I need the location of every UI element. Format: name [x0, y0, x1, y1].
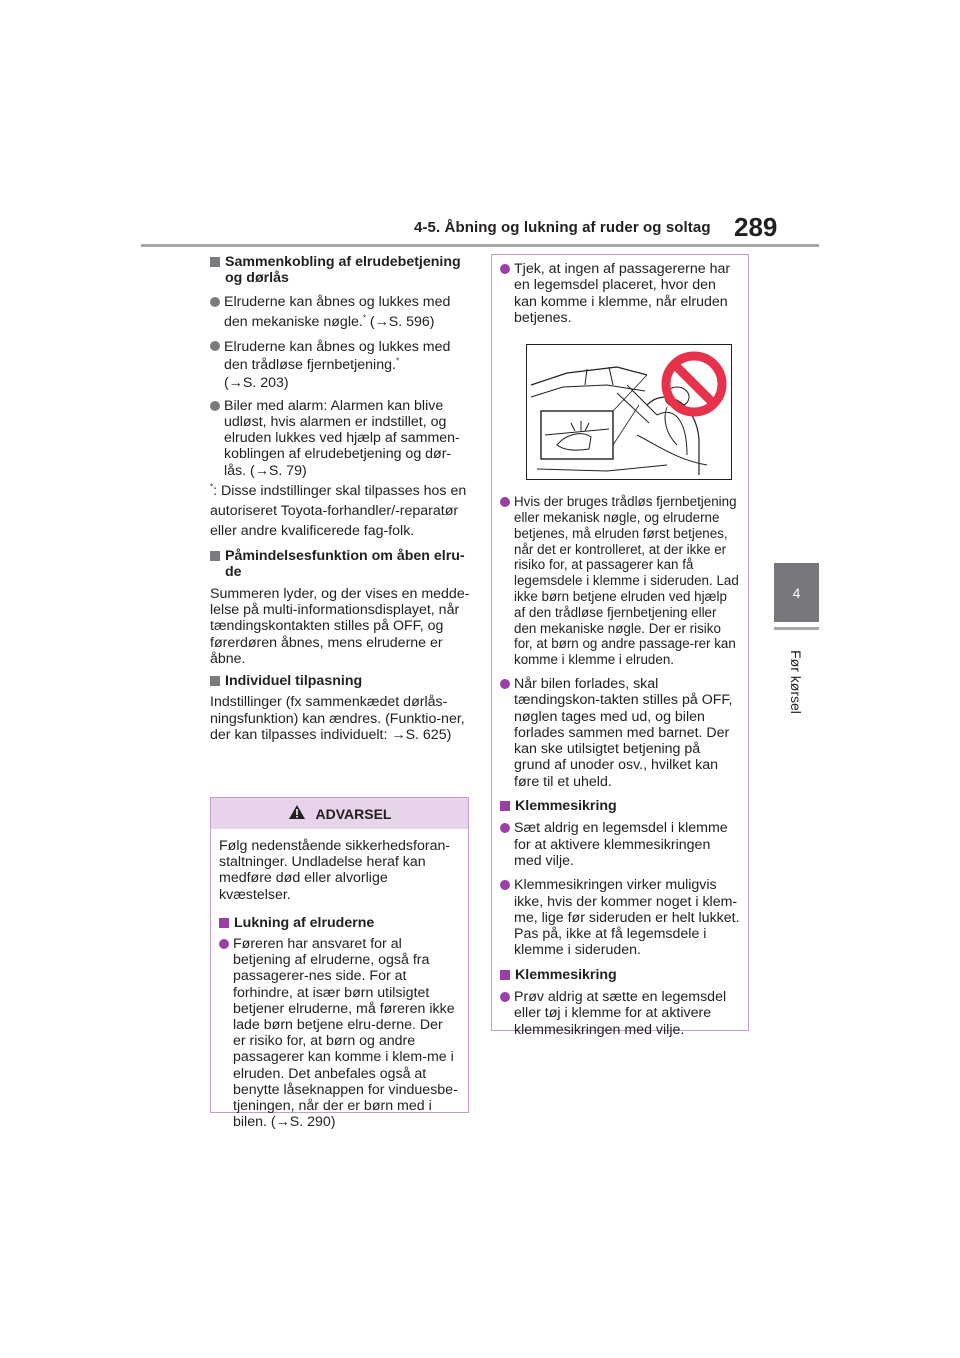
bullet-text: Biler med alarm: Alarmen kan blive udløst, hvis alarmen er indstillet, og elruden lukkes ved hjælp af sammen-koblingen af elrudebetjening og dør-lås. (→S. 79) — [224, 397, 460, 479]
square-bullet-icon — [500, 970, 510, 980]
round-bullet-icon — [500, 497, 510, 507]
heading-customization — [210, 673, 472, 689]
warning-continuation-box — [491, 254, 749, 1038]
square-bullet-icon — [500, 801, 510, 811]
list-item — [500, 877, 740, 958]
round-bullet-icon — [500, 679, 510, 689]
list-item — [500, 676, 740, 790]
warning-heading — [219, 915, 459, 931]
bullet-text: Klemmesikringen virker muligvis ikke, hvis der kommer noget i klem-me, lige før sideruden er helt lukket. Pas på, ikke at få legemsdele i klemme i sideruden. — [514, 877, 740, 959]
chapter-tab — [774, 563, 819, 622]
round-bullet-icon — [500, 992, 510, 1002]
bullet-text: Elruderne kan åbnes og lukkes med den mekaniske nøgle. — [224, 293, 451, 330]
chapter-title-wrap — [778, 634, 814, 734]
list-item — [210, 292, 472, 332]
header-divider — [141, 244, 819, 247]
left-column — [210, 254, 472, 749]
round-bullet-icon — [210, 401, 220, 411]
heading-text: Sammenkobling af elrudebetjening og dørlås — [225, 254, 461, 287]
round-bullet-icon — [219, 939, 229, 949]
list-item — [210, 398, 472, 479]
warning-header — [211, 798, 468, 829]
bullet-text: Prøv aldrig at sætte en legemsdel eller tøj i klemme for at aktivere klemmesikringen med vilje. — [514, 989, 727, 1038]
warning-heading — [500, 967, 740, 983]
warning-intro: Følg nedenstående sikkerhedsforan-staltninger. Undladelse heraf kan medføre død eller alvorlige kvæstelser. — [219, 838, 451, 903]
heading-linking — [210, 254, 472, 287]
bullet-text: Når bilen forlades, skal tændingskon-takten stilles på OFF, nøglen tages med ud, og bilen forlades sammen med barnet. Der kan ske utilsigtet betjening på grund af unoder osv., hvilket kan føre til et uheld. — [514, 675, 733, 790]
round-bullet-icon — [210, 297, 220, 307]
square-bullet-icon — [210, 551, 220, 561]
footnote — [210, 481, 472, 541]
bullet-text: Tjek, at ingen af passagererne har en legemsdel placeret, hvor den kan komme i klemme, når elruden betjenes. — [514, 261, 731, 326]
round-bullet-icon — [500, 880, 510, 890]
list-item — [219, 936, 459, 1130]
prohibition-sign-icon — [659, 349, 729, 419]
paragraph: Indstillinger (fx sammenkædet dørlås-ningsfunktion) kan ændres. (Funktio-ner, der kan tilpasses individuelt: →S. 625) — [210, 694, 465, 744]
heading-text: Påmindelsesfunktion om åben elru-de — [225, 548, 465, 581]
warning-title: ADVARSEL — [315, 805, 392, 822]
footnote-mark: * — [362, 312, 366, 322]
bullet-text: Elruderne kan åbnes og lukkes med den trådløse fjernbetjening. — [224, 338, 451, 373]
heading-text: Lukning af elruderne — [234, 914, 375, 931]
heading-text: Klemmesikring — [515, 966, 617, 983]
square-bullet-icon — [210, 257, 220, 267]
square-bullet-icon — [210, 676, 220, 686]
round-bullet-icon — [210, 341, 220, 351]
footnote-mark: * — [395, 355, 400, 365]
list-item — [500, 261, 740, 326]
pinch-hazard-illustration — [526, 344, 732, 480]
bullet-text: Føreren har ansvaret for al betjening af elruderne, også fra passagerer-nes side. For at forhindre, at især børn utilsigtet betjener elruderne, må føreren ikke lade børn betjene elru-derne. Der er risiko for, at børn og andre passagerer kan komme i klem-me i elruden. Det anbefales også at benytte låseknappen for vinduesbe-tjeningen, når der er børn med i bilen. (→S. 290) — [233, 936, 458, 1131]
list-item — [210, 338, 472, 392]
footnote-text: : Disse indstillinger skal tilpasses hos en autoriseret Toyota-forhandler/-reparatør eller andre kvalificerede fag-folk. — [210, 483, 467, 540]
list-item — [500, 989, 740, 1038]
chapter-tab-divider — [774, 627, 819, 630]
round-bullet-icon — [500, 823, 510, 833]
round-bullet-icon — [500, 264, 510, 274]
heading-reminder — [210, 548, 472, 581]
page-reference[interactable]: (→S. 203) — [224, 374, 289, 391]
warning-triangle-icon — [288, 804, 306, 823]
bullet-text: Sæt aldrig en legemsdel i klemme for at aktivere klemmesikringen med vilje. — [514, 820, 728, 869]
warning-heading — [500, 798, 740, 814]
bullet-text: Hvis der bruges trådløs fjernbetjening eller mekanisk nøgle, og elruderne betjenes, må elruden først betjenes, når det er kontrolleret, at der ikke er risiko for, at passagerer kan få legemsdele i klemme i sideruden. Lad ikke børn betjene elruden ved hjælp af den trådløse fjernbetjening eller den mekaniske nøgle. Der er risiko for, at børn og andre passage-rer kan komme i klemme i elruden. — [514, 494, 739, 668]
chapter-number: 4 — [792, 584, 801, 601]
heading-text: Individuel tilpasning — [225, 673, 363, 690]
square-bullet-icon — [219, 918, 229, 928]
page-number: 289 — [734, 212, 778, 242]
page-reference[interactable]: (→S. 596) — [365, 313, 435, 330]
heading-text: Klemmesikring — [515, 798, 617, 815]
paragraph: Summeren lyder, og der vises en medde-lelse på multi-informationsdisplayet, når tændingskontakten stilles på OFF, og førerdøren åbnes, mens elruderne er åbne. — [210, 585, 470, 667]
footnote-mark: * — [210, 482, 214, 492]
chapter-title: Før kørsel — [788, 650, 804, 714]
list-item — [500, 494, 740, 668]
section-title: 4-5. Åbning og lukning af ruder og soltag — [414, 219, 711, 236]
list-item — [500, 820, 740, 869]
warning-box — [210, 797, 469, 1131]
